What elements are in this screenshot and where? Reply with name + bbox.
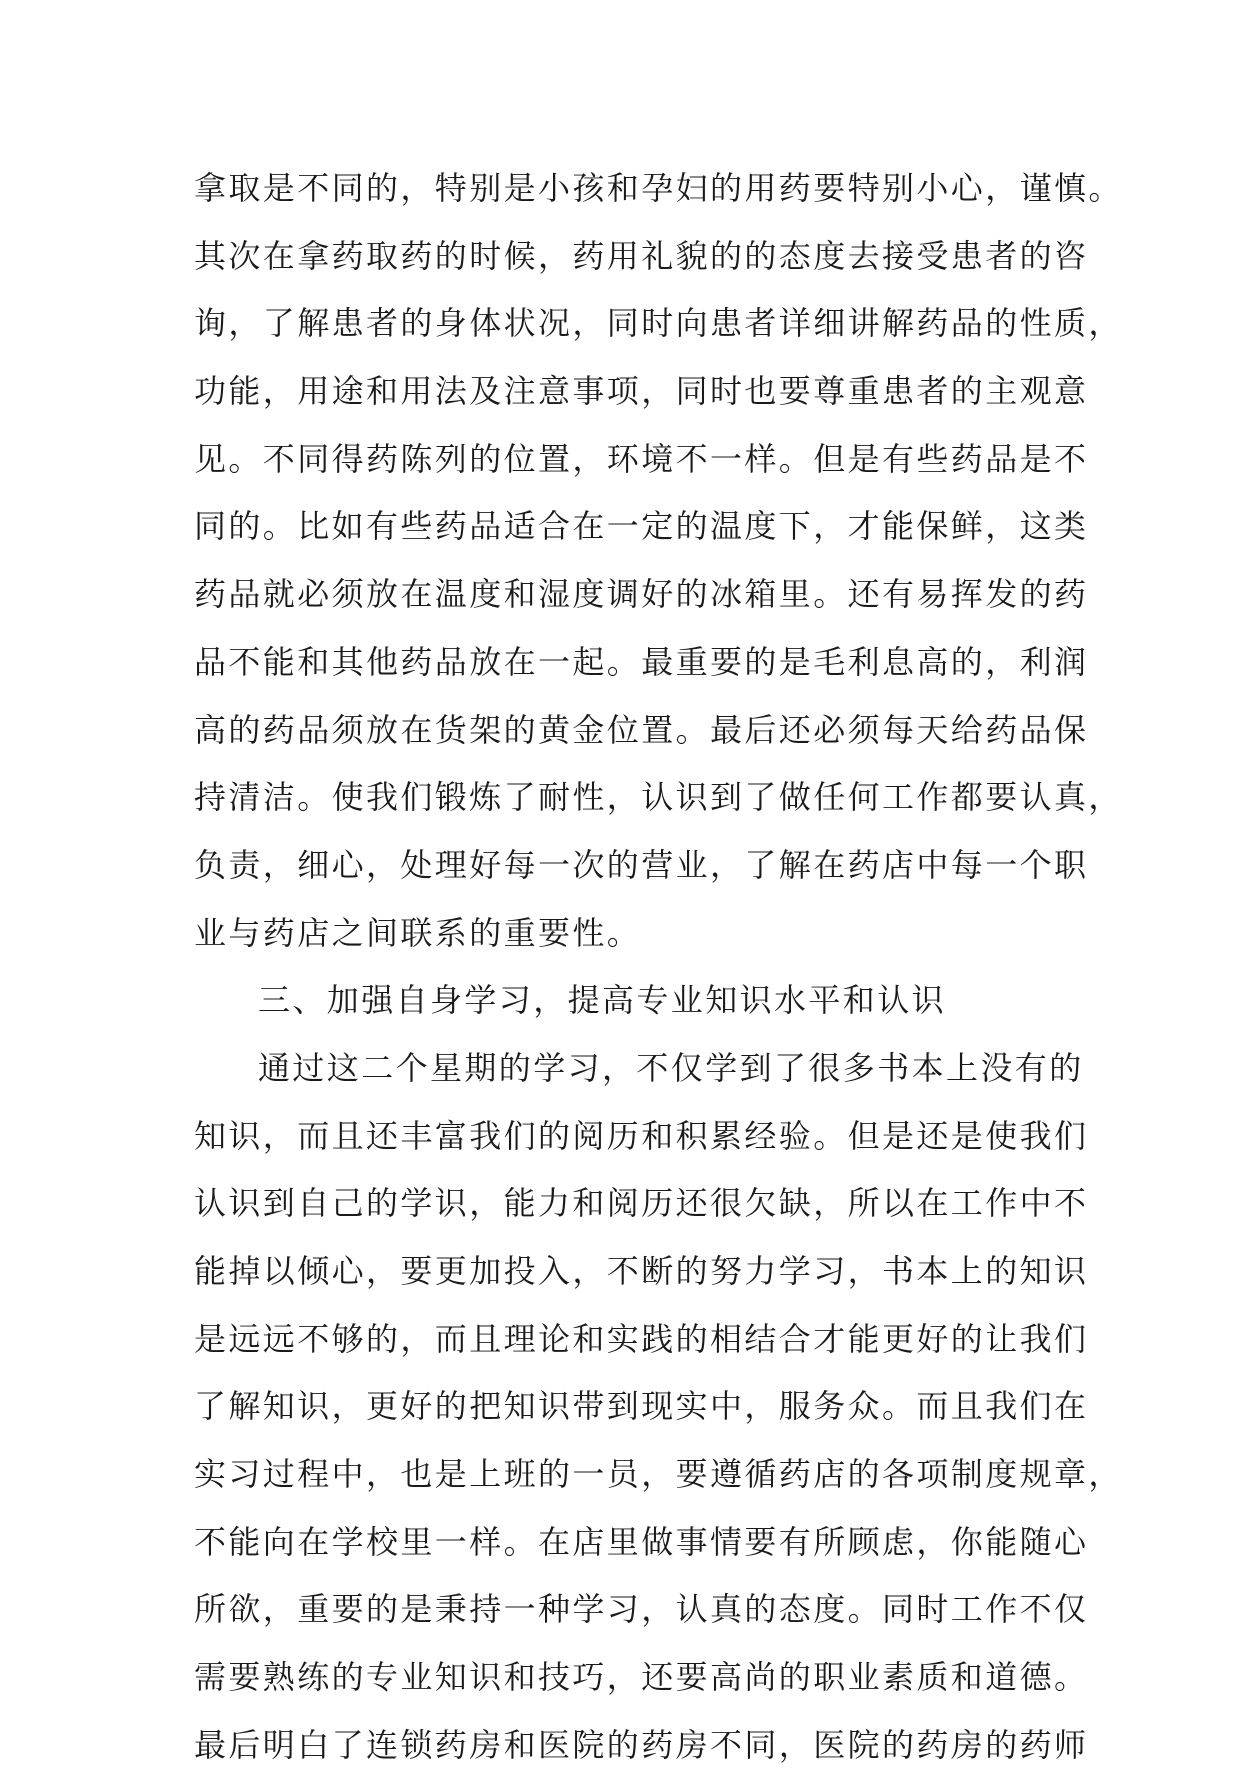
text-line: 所欲，重要的是秉持一种学习，认真的态度。同时工作不仅: [194, 1590, 1089, 1629]
text-line: 同的。比如有些药品适合在一定的温度下，才能保鲜，这类: [194, 507, 1089, 546]
text-line: 认识到自己的学识，能力和阅历还很欠缺，所以在工作中不: [194, 1184, 1089, 1223]
text-line: 最后明白了连锁药房和医院的药房不同，医院的药房的药师: [194, 1725, 1089, 1764]
text-line: 持清洁。使我们锻炼了耐性，认识到了做任何工作都要认真，: [194, 778, 1123, 817]
text-line: 其次在拿药取药的时候，药用礼貌的的态度去接受患者的咨: [194, 236, 1089, 275]
text-line: 询，了解患者的身体状况，同时向患者详细讲解药品的性质，: [194, 304, 1123, 343]
text-line: 拿取是不同的，特别是小孩和孕妇的用药要特别小心，谨慎。: [194, 169, 1123, 207]
paragraph-first-line: 通过这二个星期的学习，不仅学到了很多书本上没有的: [258, 1048, 1084, 1087]
text-line: 不能向在学校里一样。在店里做事情要有所顾虑，你能随心: [194, 1522, 1089, 1561]
text-line: 实习过程中，也是上班的一员，要遵循药店的各项制度规章，: [194, 1455, 1123, 1494]
text-line: 是远远不够的，而且理论和实践的相结合才能更好的让我们: [194, 1319, 1089, 1358]
section-heading: 三、加强自身学习，提高专业知识水平和认识: [258, 981, 947, 1020]
text-line: 药品就必须放在温度和湿度调好的冰箱里。还有易挥发的药: [194, 575, 1089, 614]
text-line: 高的药品须放在货架的黄金位置。最后还必须每天给药品保: [194, 710, 1089, 749]
text-line: 见。不同得药陈列的位置，环境不一样。但是有些药品是不: [194, 439, 1089, 478]
text-line: 业与药店之间联系的重要性。: [194, 913, 642, 952]
text-line: 负责，细心，处理好每一次的营业，了解在药店中每一个职: [194, 845, 1089, 884]
text-line: 需要熟练的专业知识和技巧，还要高尚的职业素质和道德。: [194, 1658, 1089, 1697]
text-line: 了解知识，更好的把知识带到现实中，服务众。而且我们在: [194, 1387, 1089, 1426]
text-line: 知识，而且还丰富我们的阅历和积累经验。但是还是使我们: [194, 1116, 1089, 1155]
text-line: 功能，用途和用法及注意事项，同时也要尊重患者的主观意: [194, 372, 1089, 411]
text-line: 品不能和其他药品放在一起。最重要的是毛利息高的，利润: [194, 642, 1089, 681]
body-text: [194, 160, 1123, 1785]
text-line: 能掉以倾心，要更加投入，不断的努力学习，书本上的知识: [194, 1252, 1089, 1290]
